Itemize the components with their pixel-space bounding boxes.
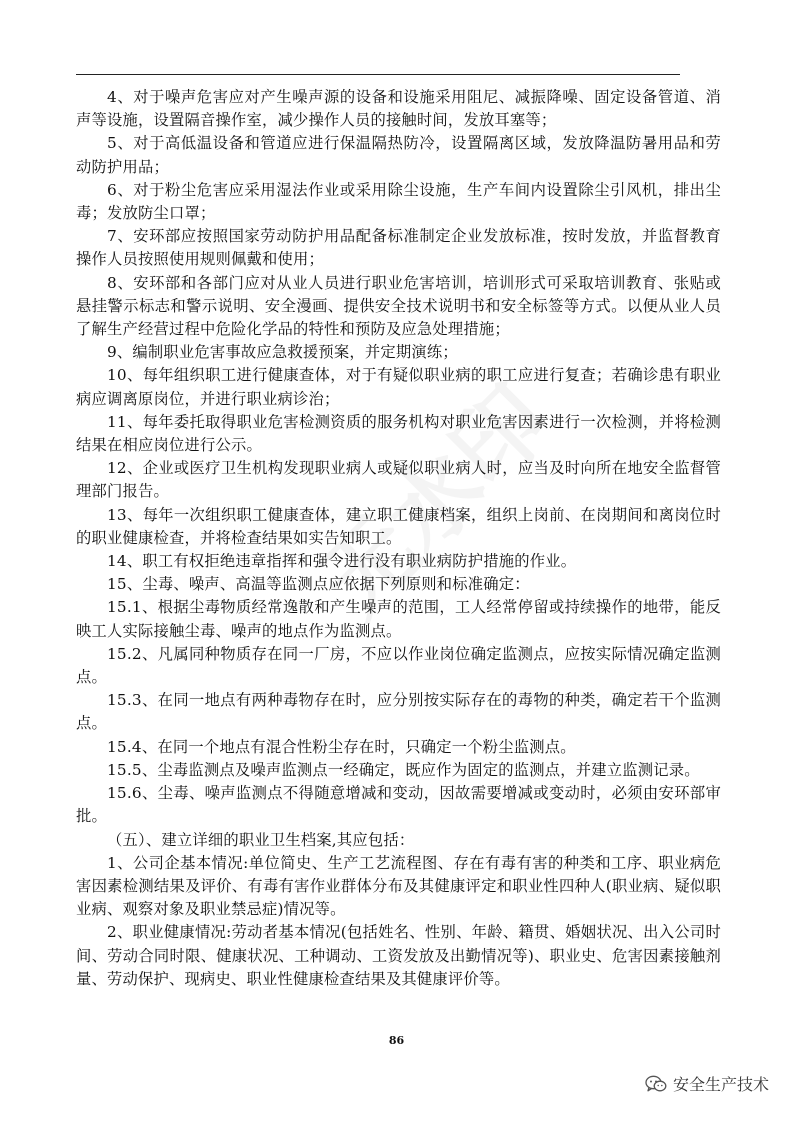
- paragraph: 15.6、尘毒、噪声监测点不得随意增减和变动，因故需要增减或变动时，必须由安环部审批。: [76, 784, 721, 826]
- paragraph: 14、职工有权拒绝违章指挥和强令进行没有职业病防护措施的作业。: [107, 552, 577, 571]
- paragraph: 11、每年委托取得职业危害检测资质的服务机构对职业危害因素进行一次检测，并将检测结果在相应岗位进行公示。: [76, 412, 721, 455]
- page-number: 86: [388, 1034, 405, 1047]
- paragraph: 13、每年一次组织职工健康查体，建立职工健康档案，组织上岗前、在岗期间和离岗位时的职业健康检查，并将检查结果如实告知职工。: [76, 505, 721, 547]
- header-rule: [76, 74, 680, 75]
- brand-watermark: [645, 1072, 769, 1095]
- paragraph: 9、编制职业危害事故应急救援预案，并定期演练；: [107, 343, 458, 362]
- paragraph: 10、每年组织职工进行健康查体，对于有疑似职业病的职工应进行复查；若确诊患有职业病应调离原岗位，并进行职业病诊治；: [76, 366, 721, 408]
- paragraph: 8、安环部和各部门应对从业人员进行职业危害培训，培训形式可采取培训教育、张贴或悬挂警示标志和警示说明、安全漫画、提供安全技术说明书和安全标签等方式。以便从业人员了解生产经营过程中危险化学品的特性和预防及应急处理措施；: [76, 273, 721, 339]
- paragraph: 5、对于高低温设备和管道应进行保温隔热防冷，设置隔离区域，发放降温防暑用品和劳动防护用品；: [76, 134, 721, 176]
- paragraph: 4、对于噪声危害应对产生噪声源的设备和设施采用阻尼、减振降噪、固定设备管道、消声等设施，设置隔音操作室，减少操作人员的接触时间，发放耳塞等；: [76, 88, 721, 130]
- paragraph: 1、公司企基本情况:单位简史、生产工艺流程图、存在有毒有害的种类和工序、职业病危害因素检测结果及评价、有毒有害作业群体分布及其健康评定和职业性四种人(职业病、疑似职业病、观察对象及职业禁忌症)情况等。: [76, 853, 721, 919]
- paragraph: 15.5、尘毒监测点及噪声监测点一经确定，既应作为固定的监测点，并建立监测记录。: [107, 760, 700, 779]
- paragraph: 15、尘毒、噪声、高温等监测点应依据下列原则和标准确定：: [107, 575, 530, 594]
- paragraph: 15.4、在同一个地点有混合性粉尘存在时，只确定一个粉尘监测点。: [107, 737, 576, 756]
- paragraph: 12、企业或医疗卫生机构发现职业病人或疑似职业病人时，应当及时向所在地安全监督管理部门报告。: [76, 459, 721, 501]
- paragraph: 15.3、在同一地点有两种毒物存在时，应分别按实际存在的毒物的种类，确定若干个监测点。: [76, 691, 721, 733]
- paragraph: 6、对于粉尘危害应采用湿法作业或采用除尘设施，生产车间内设置除尘引风机，排出尘毒；发放防尘口罩；: [76, 180, 721, 223]
- paragraph: 15.2、凡属同种物质存在同一厂房，不应以作业岗位确定监测点，应按实际情况确定监测点。: [76, 644, 721, 687]
- paragraph: 2、职业健康情况:劳动者基本情况(包括姓名、性别、年龄、籍贯、婚姻状况、出入公司时间、劳动合同时限、健康状况、工种调动、工资发放及出勤情况等)、职业史、危害因素接触剂量、劳动保护、现病史、职业性健康检查结果及其健康评价等。: [76, 923, 721, 988]
- section-heading: （五）、建立详细的职业卫生档案,其应包括：: [107, 830, 415, 849]
- brand-label: 安全生产技术: [672, 1075, 769, 1094]
- wechat-icon: [645, 1075, 667, 1093]
- paragraph: 15.1、根据尘毒物质经常逸散和产生噪声的范围，工人经常停留或持续操作的地带，能反映工人实际接触尘毒、噪声的地点作为监测点。: [76, 598, 721, 640]
- document-body: [76, 86, 721, 991]
- paragraph: 7、安环部应按照国家劳动防护用品配备标准制定企业发放标准，按时发放，并监督教育操作人员按照使用规则佩戴和使用；: [76, 227, 721, 269]
